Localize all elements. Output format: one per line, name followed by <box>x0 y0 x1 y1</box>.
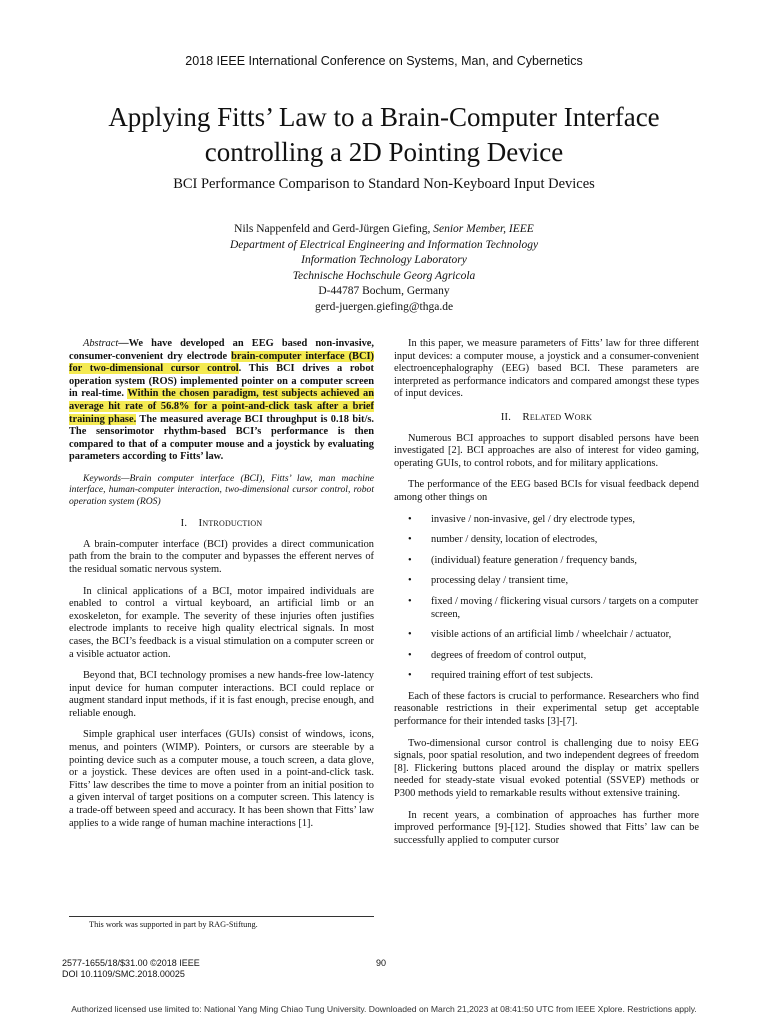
abstract-paragraph <box>69 338 374 464</box>
list-item: • degrees of freedom of control output, <box>408 649 587 661</box>
list-item: • visible actions of an artificial limb / wheelchair / actuator, <box>408 629 672 641</box>
abstract-text-3: The measured average BCI throughput is 0.18 bit/s. The sensorimotor rhythm-based BCI’s performance is then compared to that of a computer mouse and a joystick by evaluating parameters according to Fitts’ law. <box>69 413 374 463</box>
license-notice: Authorized licensed use limited to: National Yang Ming Chiao Tung University. Downloaded on March 21,2023 at 08:41:50 UTC from IEEE Xplore. Restrictions apply. <box>71 1004 697 1014</box>
author-role: Senior Member, IEEE <box>433 223 534 235</box>
intro-paragraph-2: In clinical applications of a BCI, motor impaired individuals are enabled to control a virtual keyboard, an artificial limb or an exoskeleton, for example. The severity of these injuries often justifies electrode implants to receive high quality electrical signals. In most cases, the BCI’s feedback is a visual stimulation on a computer screen or a visible actuator action. <box>69 585 374 660</box>
conference-header: 2018 IEEE International Conference on Systems, Man, and Cybernetics <box>185 54 583 68</box>
bullet-icon: • <box>408 595 412 607</box>
intro-paragraph-1: A brain-computer interface (BCI) provides a direct communication path from the brain to the computer and bypasses the efferent nerves of the residual somatic nervous system. <box>69 538 374 575</box>
abstract-text-1: —We have developed an EEG based non-invasive, consumer-convenient dry electrode <box>69 338 374 362</box>
intro-paragraph-4: Simple graphical user interfaces (GUIs) consist of windows, icons, menus, and pointers (WIMP). Pointers, or cursors are steerable by a pointing device such as a computer mouse, a touch screen, a data glove, or a joystick. These devices are often used in a point-and-click task. Fitts’ law describes the time to move a pointer from an initial position to a given interval of target positions on a computer screen. This latency is a trade-off between speed and accuracy. It has been shown that Fitts’ law applies to a wide range of human machine interactions [1]. <box>69 729 374 829</box>
section-title: Introduction <box>198 517 263 530</box>
author-list: Nils Nappenfeld and Gerd-Jürgen Giefing, <box>234 223 431 235</box>
related-paragraph-3: Each of these factors is crucial to performance. Researchers who find reasonable restrictions in their experimental setup get acceptable performance for their intended tasks [3]-[7]. <box>394 690 699 728</box>
page-number: 90 <box>376 958 387 968</box>
section-heading-related-work <box>394 411 699 425</box>
factor-list <box>394 514 699 683</box>
issn-line: 2577-1655/18/$31.00 ©2018 IEEE <box>62 958 200 968</box>
affiliation-address: D-44787 Bochum, Germany <box>318 285 450 297</box>
author-block <box>40 222 728 315</box>
bullet-icon: • <box>408 554 412 566</box>
related-paragraph-1: Numerous BCI approaches to support disabled persons have been investigated [2]. BCI approaches are also of interest for video gaming, operating GUIs, to control robots, and for military applications. <box>394 432 699 469</box>
bullet-icon: • <box>408 513 412 525</box>
section-number: I. <box>180 518 188 530</box>
bullet-icon: • <box>408 575 412 587</box>
section-title: Related Work <box>522 410 593 423</box>
right-paragraph-1: In this paper, we measure parameters of Fitts’ law for three different input devices: a computer mouse, a joystick and a consumer-convenient electroencephalography (EEG) based BCI. These parameters are interpreted as performance indicators and compared amongst these types of input devices. <box>394 338 699 400</box>
doi-line: DOI 10.1109/SMC.2018.00025 <box>62 969 185 979</box>
related-paragraph-4: Two-dimensional cursor control is challenging due to noisy EEG signals, poor spatial resolution, and two independent degrees of freedom [8]. Flickering buttons placed around the display or matrix spellers needed for steady-state visual evoked potential (SSVEP) methods or P300 methods yield to remarkable results without extensive training. <box>394 737 699 800</box>
abstract-text-2: . This BCI drives a robot operation system (ROS) implemented pointer on a computer screen in real-time. <box>69 363 374 400</box>
copyright-block <box>62 958 200 980</box>
paper-subtitle: BCI Performance Comparison to Standard Non-Keyboard Input Devices <box>173 176 595 192</box>
list-item: • required training effort of test subjects. <box>408 670 593 682</box>
list-item: • invasive / non-invasive, gel / dry electrode types, <box>408 513 636 525</box>
affiliation-institution: Technische Hochschule Georg Agricola <box>292 269 476 282</box>
section-number: II. <box>500 411 512 423</box>
related-paragraph-5: In recent years, a combination of approaches has further more improved performance [9]-[12]. Studies showed that Fitts’ law can be successfully applied to computer cursor <box>394 809 699 846</box>
author-names <box>40 222 728 238</box>
affiliation-department: Department of Electrical Engineering and Information Technology <box>229 238 539 251</box>
bullet-icon: • <box>408 534 412 546</box>
list-item: • processing delay / transient time, <box>408 575 569 587</box>
bullet-icon: • <box>408 649 412 661</box>
affiliation-lab: Information Technology Laboratory <box>301 254 467 266</box>
author-email: gerd-juergen.giefing@thga.de <box>314 300 454 313</box>
bullet-icon: • <box>408 629 412 641</box>
title-line-2: controlling a 2D Pointing Device <box>204 137 564 167</box>
footnote <box>69 916 374 929</box>
related-paragraph-2: The performance of the EEG based BCIs for visual feedback depend among other things on <box>394 479 699 503</box>
keywords: Keywords—Brain computer interface (BCI), Fitts’ law, man machine interface, human-computer interaction, two-dimensional cursor control, robot operation system (ROS) <box>69 472 374 507</box>
footnote-text: This work was supported in part by RAG-Stiftung. <box>89 920 258 929</box>
bullet-icon: • <box>408 670 412 682</box>
title-line-1: Applying Fitts’ Law to a Brain-Computer Interface <box>108 102 660 132</box>
section-heading-introduction <box>69 517 374 531</box>
list-item: • (individual) feature generation / frequency bands, <box>408 554 637 566</box>
right-column <box>394 338 699 856</box>
paper-title <box>40 100 728 170</box>
abstract-highlight-1: brain-computer interface (BCI) for two-dimensional cursor control <box>69 350 374 375</box>
list-item: • fixed / moving / flickering visual cursors / targets on a computer screen, <box>408 595 699 620</box>
intro-paragraph-3: Beyond that, BCI technology promises a new hands-free low-latency input device for human computer interactions. BCI could replace or augment standard input methods, if it is fast enough, precise enough, and reliable enough. <box>69 670 374 719</box>
left-column <box>69 338 374 839</box>
abstract-label: Abstract <box>83 338 119 349</box>
list-item: • number / density, location of electrodes, <box>408 534 598 546</box>
abstract-highlight-2: Within the chosen paradigm, test subjects achieved an average hit rate of 56.8% for a point-and-click task after a brief training phase. <box>69 388 374 425</box>
